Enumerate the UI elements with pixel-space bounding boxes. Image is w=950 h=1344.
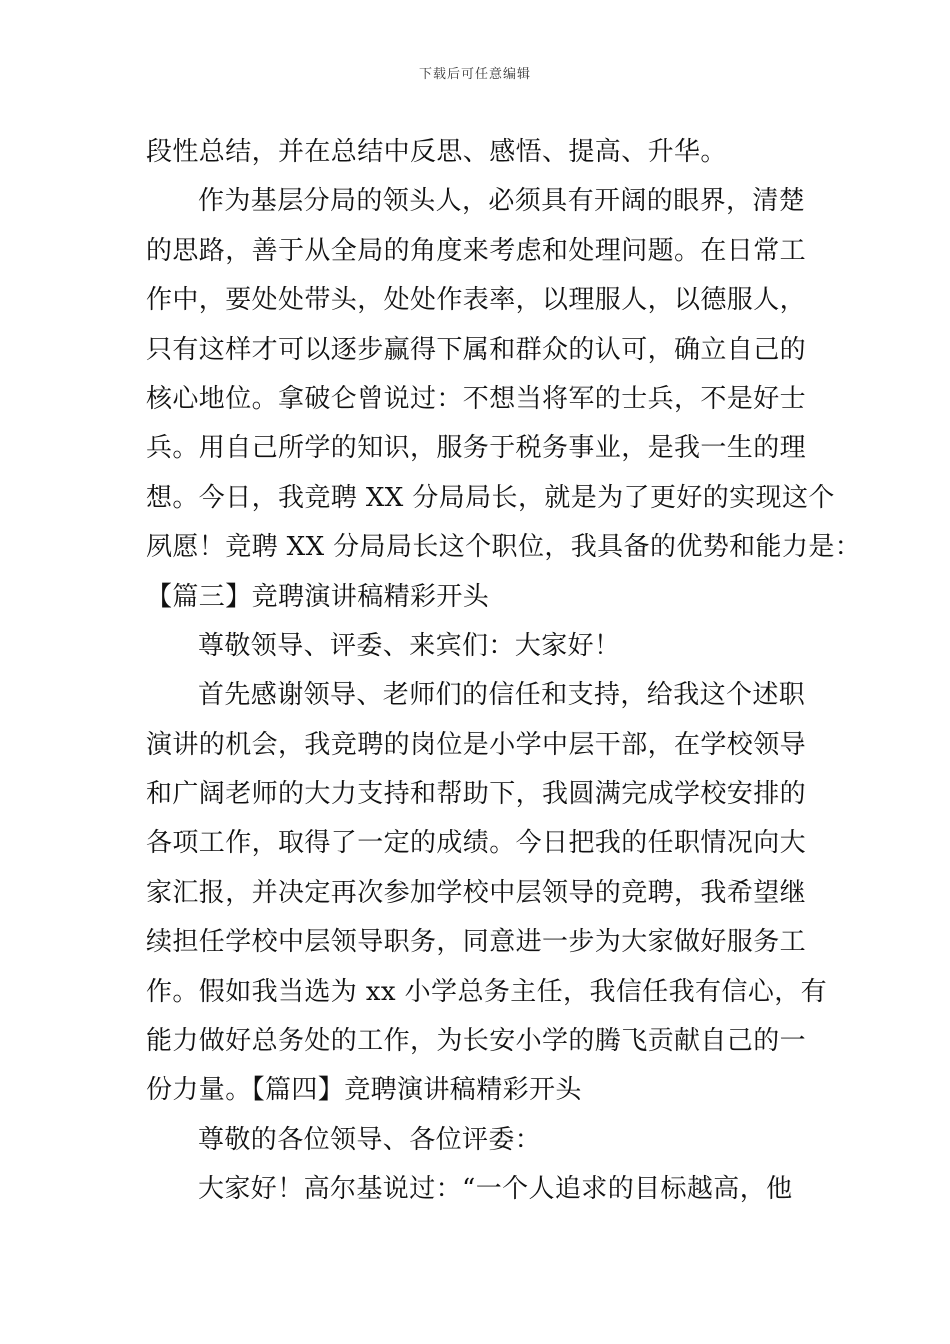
text-line: 演讲的机会，我竞聘的岗位是小学中层干部，在学校领导 (146, 729, 807, 760)
text-line: 大家好！高尔基说过：“一个人追求的目标越高，他 (198, 1174, 793, 1205)
text-line: 份力量。【篇四】竞聘演讲稿精彩开头 (146, 1075, 582, 1106)
document-body (146, 128, 862, 1215)
text-line: 想。今日，我竞聘 XX 分局局长，就是为了更好的实现这个 (146, 482, 835, 513)
text-line: 核心地位。拿破仑曾说过：不想当将军的士兵，不是好士 (146, 383, 807, 414)
text-line: 首先感谢领导、老师们的信任和支持，给我这个述职 (198, 680, 806, 711)
text-line: 作。假如我当选为 xx 小学总务主任，我信任我有信心，有 (146, 976, 828, 1007)
text-line: 段性总结，并在总结中反思、感悟、提高、升华。 (146, 137, 727, 167)
text-line: 能力做好总务处的工作，为长安小学的腾飞贡献自己的一 (146, 1026, 807, 1057)
section-heading: 【篇三】竞聘演讲稿精彩开头 (146, 581, 490, 612)
text-line: 的思路，善于从全局的角度来考虑和处理问题。在日常工 (146, 235, 807, 266)
text-line: 家汇报，并决定再次参加学校中层领导的竞聘，我希望继 (146, 877, 807, 908)
text-line: 兵。用自己所学的知识，服务于税务事业，是我一生的理 (146, 433, 807, 464)
text-line: 尊敬的各位领导、各位评委： (198, 1124, 542, 1155)
text-line: 续担任学校中层领导职务，同意进一步为大家做好服务工 (146, 927, 807, 958)
text-line: 各项工作，取得了一定的成绩。今日把我的任职情况向大 (146, 828, 807, 859)
text-line: 尊敬领导、评委、来宾们：大家好！ (198, 630, 621, 661)
text-line: 作中，要处处带头，处处作表率，以理服人，以德服人， (146, 285, 807, 316)
text-line: 夙愿！竞聘 XX 分局局长这个职位，我具备的优势和能力是： (146, 532, 862, 563)
text-line: 作为基层分局的领头人，必须具有开阔的眼界，清楚 (198, 186, 806, 217)
text-line: 只有这样才可以逐步赢得下属和群众的认可，确立自己的 (146, 334, 807, 365)
text-line: 和广阔老师的大力支持和帮助下，我圆满完成学校安排的 (146, 779, 807, 810)
page-header: 下载后可任意编辑 (418, 67, 531, 82)
